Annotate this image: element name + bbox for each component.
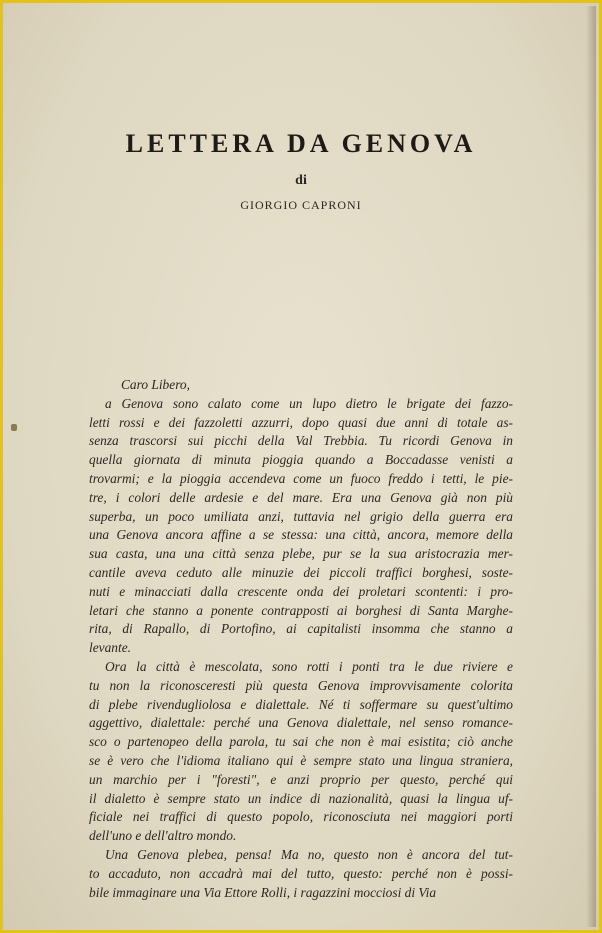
text-line: un marchio per i "foresti", e anzi proprio per questo, perché qui [89,771,513,787]
text-line: rita, di Rapallo, di Portofino, ai capitalisti insomma che stanno a [89,621,513,637]
text-line: cantile aveva ceduto alle minuzie dei piccoli traffici borghesi, soste- [89,564,513,580]
text-line: aggettivo, dialettale: perché una Genova dialettale, nel senso romance- [89,715,513,731]
text-line: sua casta, una una città senza plebe, pur se la sua aristocrazia mer- [89,546,513,562]
text-line: superba, un poco umiliata anzi, tuttavia nel grigio della guerra era [89,508,513,524]
binding-hole-mark [11,424,17,431]
text-line: tu non la riconosceresti più questa Genova improvvisamente colorita [89,677,513,693]
text-line: dell'uno e dell'altro mondo. [89,828,237,844]
text-line: bile immaginare una Via Ettore Rolli, i ragazzini mocciosi di Via [89,884,437,900]
text-line: il dialetto è sempre stato un indice di nazionalità, quasi la lingua uf- [89,790,513,806]
text-line: letari che stanno a ponente contrapposti ai borghesi di Santa Marghe- [89,602,513,618]
letter-body [89,376,513,902]
text-line: quella giornata di minuta pioggia quando a Boccadasse venisti a [89,452,513,468]
text-line: to accaduto, non accadrà mai del tutto, questo: perché non è possi- [89,865,513,881]
text-line: a Genova sono calato come un lupo dietro le brigate dei fazzo- [105,395,513,411]
text-line: una Genova ancora affine a se stessa: una città, ancora, memore della [89,527,513,543]
text-line: sco o partenopeo della parola, tu sai che non è mai esistita; ciò anche [89,734,513,750]
text-line: di plebe rivendugliolosa e dialettale. Né ti soffermare su quest'ultimo [89,696,513,712]
text-line: senza trascorsi sui picchi della Val Trebbia. Tu ricordi Genova in [89,433,513,449]
author-name: GIORGIO CAPRONI [240,198,362,212]
text-line: levante. [89,640,132,656]
text-line: letti rossi e dei fazzoletti azzurri, dopo quasi due anni di totale as- [89,414,513,430]
text-line: ficiale nei traffici di questo popolo, riconosciuta nei maggiori porti [89,809,513,825]
text-line: Una Genova plebea, pensa! Ma no, questo non è ancora del tut- [105,846,513,862]
text-line: Ora la città è mescolata, sono rotti i ponti tra le due riviere e [105,658,513,674]
letter-paragraphs [89,395,513,903]
text-line: nuti e minacciati dalla crescente onda dei proletari scontenti: i pro- [89,583,513,599]
byline-preposition: di [295,173,307,188]
text-line: trovarmi; e la pioggia accendeva come un fuoco freddo i tetti, le pie- [89,470,513,486]
letter-greeting: Caro Libero, [121,377,190,392]
text-line: tre, i colori delle ardesie e del mare. Era una Genova già non più [89,489,513,505]
article-title: LETTERA DA GENOVA [125,129,477,158]
text-line: se è vero che l'idioma italiano qui è sempre stato una lingua straniera, [89,752,513,768]
